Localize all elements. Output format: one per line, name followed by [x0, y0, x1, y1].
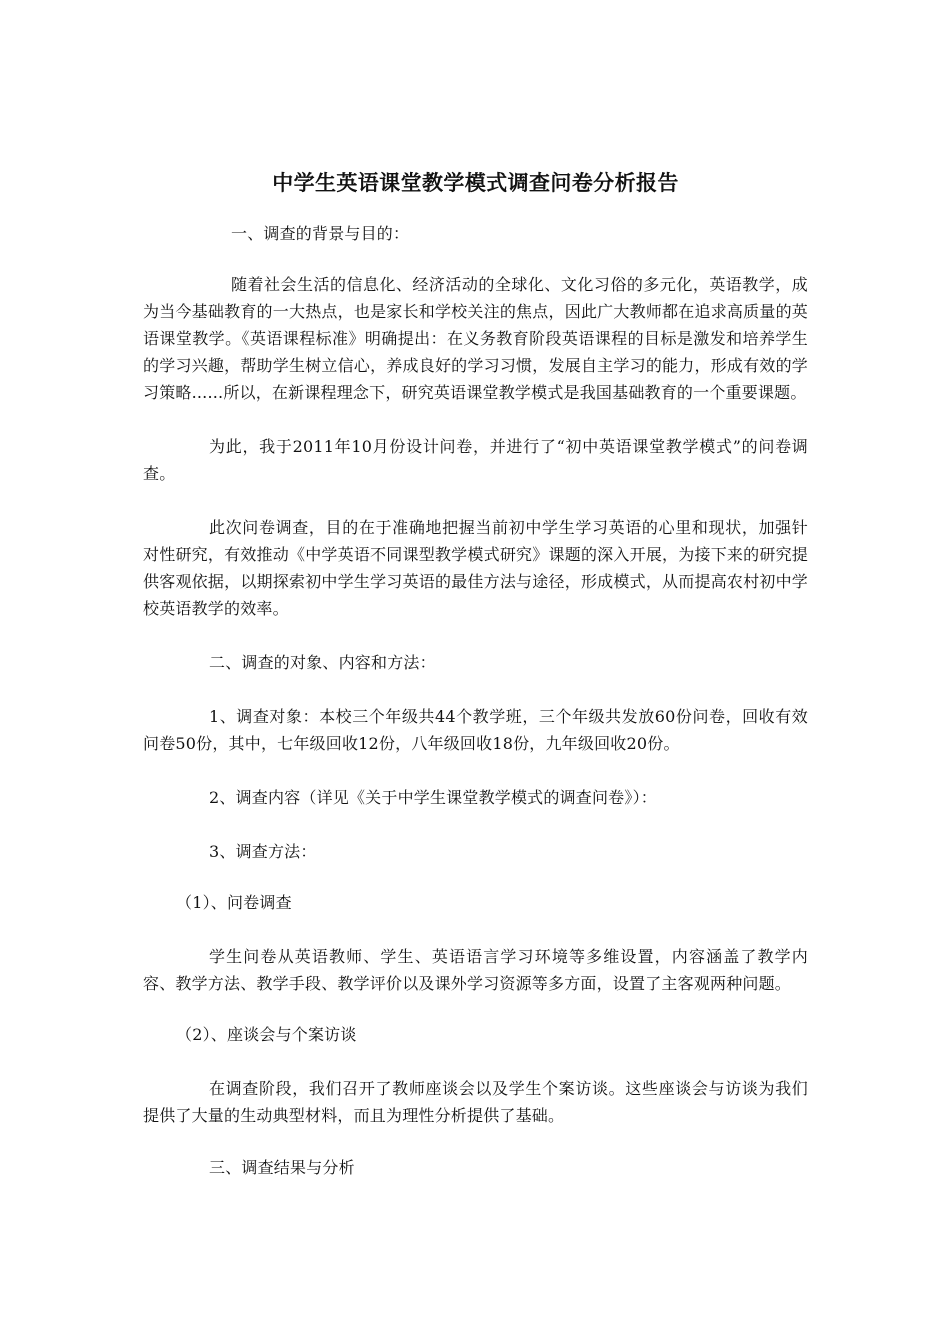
paragraph-questionnaire: 学生问卷从英语教师、学生、英语语言学习环境等多维设置，内容涵盖了教学内容、教学方法、教学手段、教学评价以及课外学习资源等多方面，设置了主客观两种问题。 — [143, 947, 808, 993]
subheading-interviews: （2）、座谈会与个案访谈 — [176, 1025, 357, 1044]
paragraph-survey-content: 2、调查内容（详见《关于中学生课堂教学模式的调查问卷》）： — [209, 788, 657, 807]
paragraph-survey-purpose: 此次问卷调查，目的在于准确地把握当前初中学生学习英语的心里和现状，加强针对性研究，有效推动《中学英语不同课型教学模式研究》课题的深入开展，为接下来的研究提供客观依据，以期探索初中学生学习英语的最佳方法与途径，形成模式，从而提高农村初中学校英语教学的效率。 — [143, 518, 808, 618]
section-heading-objects-methods: 二、调查的对象、内容和方法： — [209, 653, 436, 672]
section-heading-background: 一、调查的背景与目的： — [231, 224, 410, 243]
paragraph-survey-objects: 1、调查对象：本校三个年级共44个教学班，三个年级共发放60份问卷，回收有效问卷50份，其中，七年级回收12份，八年级回收18份，九年级回收20份。 — [143, 707, 808, 753]
paragraph-interviews: 在调查阶段，我们召开了教师座谈会以及学生个案访谈。这些座谈会与访谈为我们提供了大量的生动典型材料，而且为理性分析提供了基础。 — [143, 1079, 808, 1125]
paragraph-background: 随着社会生活的信息化、经济活动的全球化、文化习俗的多元化，英语教学，成为当今基础教育的一大热点，也是家长和学校关注的焦点，因此广大教师都在追求高质量的英语课堂教学。《英语课程标准》明确提出：在义务教育阶段英语课程的目标是激发和培养学生的学习兴趣，帮助学生树立信心，养成良好的学习习惯，发展自主学习的能力，形成有效的学习策略......所以，在新课程理念下，研究英语课堂教学模式是我国基础教育的一个重要课题。 — [143, 275, 808, 402]
document-title: 中学生英语课堂教学模式调查问卷分析报告 — [272, 171, 679, 195]
paragraph-survey-method: 3、调查方法： — [209, 842, 317, 861]
paragraph-survey-design: 为此，我于2011年10月份设计问卷，并进行了“初中英语课堂教学模式”的问卷调查。 — [143, 437, 808, 483]
subheading-questionnaire: （1）、问卷调查 — [176, 893, 292, 912]
section-heading-results: 三、调查结果与分析 — [209, 1158, 355, 1177]
document-body — [143, 168, 808, 1181]
